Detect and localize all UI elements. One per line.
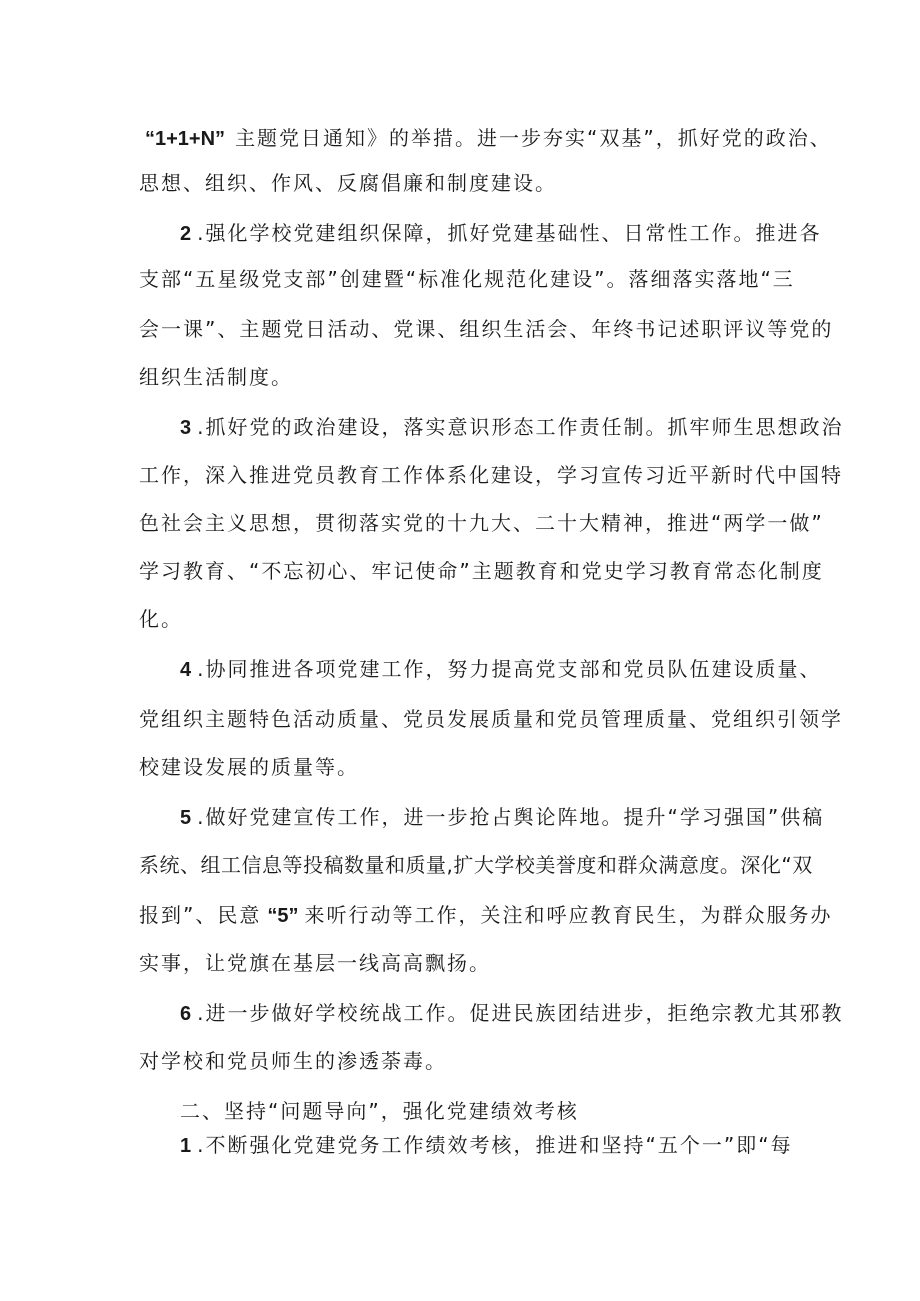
text-span: .不断强化党建党务工作绩效考核，推进和坚持“五个一”即“每 — [197, 1133, 793, 1157]
list-item — [180, 656, 821, 683]
list-item — [180, 220, 821, 247]
text-span: .做好党建宣传工作，进一步抢占舆论阵地。提升“学习强国”供稿 — [197, 805, 825, 829]
text-line: 支部“五星级党支部”创建暨“标准化规范化建设”。落细落实落地“三 — [139, 267, 795, 291]
list-item — [180, 414, 843, 441]
text-line: 对学校和党员师生的渗透荼毒。 — [139, 1049, 447, 1073]
text-line: 系统、组工信息等投稿数量和质量,扩大学校美誉度和群众满意度。深化“双 — [139, 853, 813, 877]
text-line: 组织生活制度。 — [139, 365, 293, 389]
text-line: 会一课”、主题党日活动、党课、组织生活会、年终书记述职评议等党的 — [139, 317, 834, 341]
text-span: .抓好党的政治建设，落实意识形态工作责任制。抓牢师生思想政治 — [197, 415, 844, 439]
text-line: 实事，让党旗在基层一线高高飘扬。 — [139, 951, 491, 975]
item-number: 6 — [180, 1003, 192, 1025]
text-line: 色社会主义思想，贯彻落实党的十九大、二十大精神，推进“两学一做” — [139, 511, 824, 535]
text-span: .进一步做好学校统战工作。促进民族团结进步，拒绝宗教尤其邪教 — [197, 1001, 844, 1025]
text-span: 主题党日通知》的举措。进一步夯实“双基”，抓好党的政治、 — [235, 126, 832, 150]
item-number: 4 — [180, 659, 192, 681]
text-line: 化。 — [139, 607, 183, 631]
text-span: 来听行动等工作，关注和呼应教育民生，为群众服务办 — [304, 903, 833, 927]
list-item — [180, 1132, 793, 1159]
text-span: 报到”、民意 — [139, 903, 262, 927]
text-line: 校建设发展的质量等。 — [139, 755, 359, 779]
item-number: 3 — [180, 417, 192, 439]
item-number: 5 — [180, 807, 192, 829]
text-span: .强化学校党建组织保障，抓好党建基础性、日常性工作。推进各 — [197, 221, 822, 245]
text-span: “ — [145, 128, 155, 150]
text-line: 工作，深入推进党员教育工作体系化建设，学习宣传习近平新时代中国特 — [139, 463, 843, 487]
text-line — [145, 125, 832, 152]
item-number: 1 — [180, 1135, 192, 1157]
item-number: 2 — [180, 223, 192, 245]
list-item — [180, 804, 824, 831]
text-line — [139, 902, 833, 929]
text-span: 1+1+N” — [155, 128, 226, 150]
text-line: 学习教育、“不忘初心、牢记使命”主题教育和党史学习教育常态化制度 — [139, 559, 824, 583]
text-span: “5” — [267, 905, 299, 927]
section-heading: 二、坚持“问题导向”，强化党建绩效考核 — [180, 1099, 579, 1123]
text-line: 思想、组织、作风、反腐倡廉和制度建设。 — [139, 171, 557, 195]
text-span: .协同推进各项党建工作，努力提高党支部和党员队伍建设质量、 — [197, 657, 822, 681]
list-item — [180, 1000, 843, 1027]
text-line: 党组织主题特色活动质量、党员发展质量和党员管理质量、党组织引领学 — [139, 707, 843, 731]
